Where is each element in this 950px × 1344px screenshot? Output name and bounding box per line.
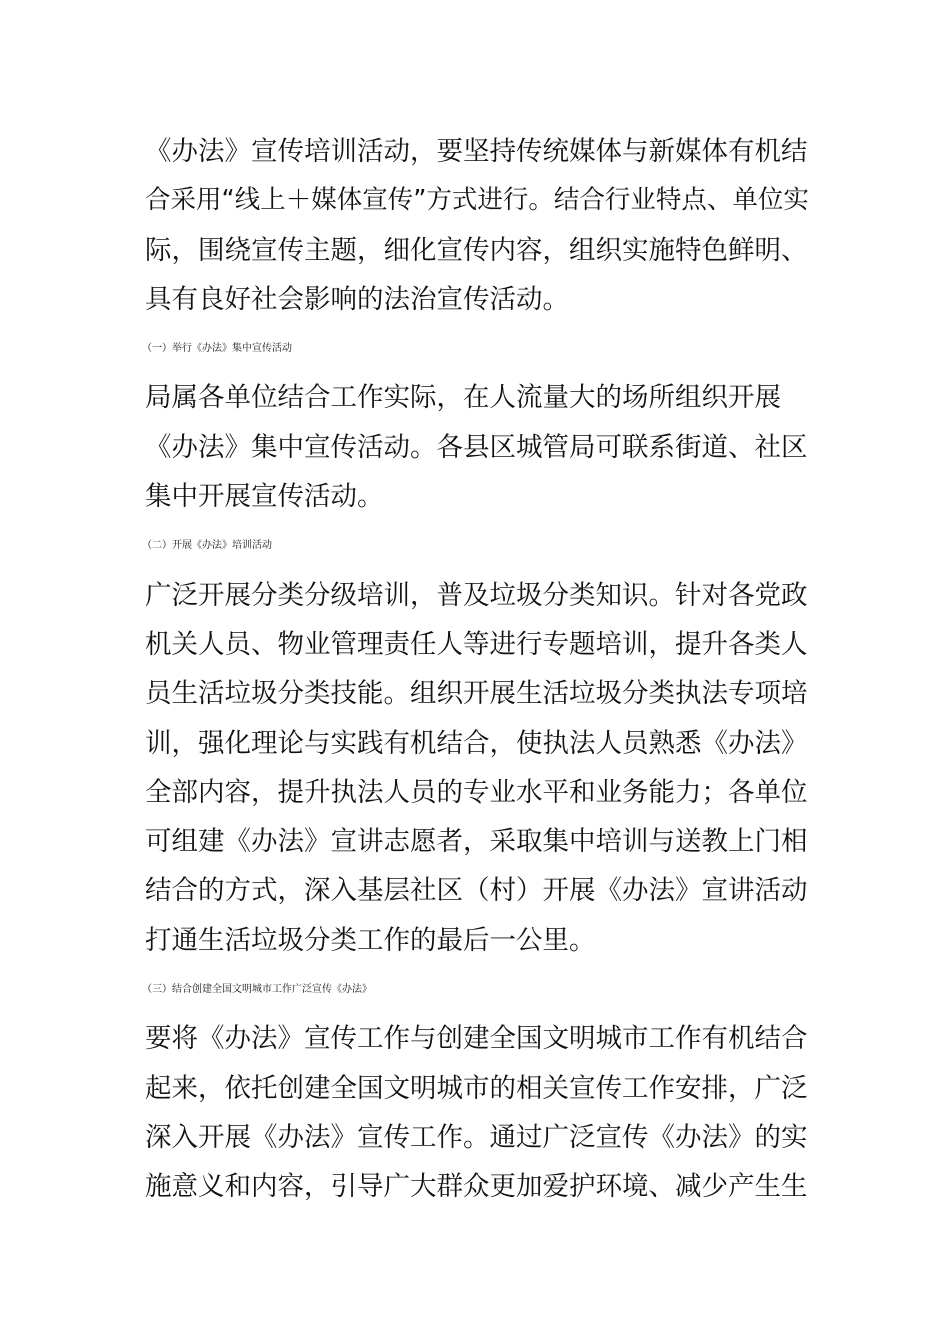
paragraph-line: 打通生活垃圾分类工作的最后一公里。	[145, 924, 596, 956]
paragraph-line: 施意义和内容，引导广大群众更加爱护环境、减少产生生	[145, 1171, 808, 1203]
paragraph-line: 合采用“线上＋媒体宣传”方式进行。结合行业特点、单位实	[145, 185, 809, 216]
paragraph-line: 广泛开展分类分级培训，普及垃圾分类知识。针对各党政	[145, 579, 808, 611]
paragraph-line: 集中开展宣传活动。	[145, 481, 384, 513]
paragraph-line: 深入开展《办法》宣传工作。通过广泛宣传《办法》的实	[145, 1121, 808, 1153]
section-heading-2: （二）开展《办法》培训活动	[142, 540, 272, 552]
section-heading-1: （一）举行《办法》集中宣传活动	[142, 343, 292, 355]
paragraph-line: 可组建《办法》宣讲志愿者，采取集中培训与送教上门相	[145, 826, 808, 858]
paragraph-line: 训，强化理论与实践有机结合，使执法人员熟悉《办法》	[145, 727, 808, 759]
paragraph-line: 要将《办法》宣传工作与创建全国文明城市工作有机结合	[145, 1023, 808, 1055]
paragraph-line: 具有良好社会影响的法治宣传活动。	[145, 283, 569, 315]
paragraph-line: 机关人员、物业管理责任人等进行专题培训，提升各类人	[145, 628, 808, 660]
document-body	[142, 127, 810, 1212]
paragraph-line: 结合的方式，深入基层社区（村）开展《办法》宣讲活动	[145, 875, 808, 907]
paragraph-line: 《办法》集中宣传活动。各县区城管局可联系街道、社区	[145, 431, 808, 463]
paragraph-line: 全部内容，提升执法人员的专业水平和业务能力；各单位	[145, 776, 808, 808]
paragraph-line: 员生活垃圾分类技能。组织开展生活垃圾分类执法专项培	[145, 678, 808, 710]
paragraph-line: 起来，依托创建全国文明城市的相关宣传工作安排，广泛	[145, 1072, 808, 1104]
paragraph-line: 《办法》宣传培训活动，要坚持传统媒体与新媒体有机结	[145, 136, 808, 167]
paragraph-line: 际，围绕宣传主题，细化宣传内容，组织实施特色鲜明、	[145, 234, 808, 266]
section-heading-3: （三）结合创建全国文明城市工作广泛宣传《办法》	[142, 984, 372, 996]
paragraph-line: 局属各单位结合工作实际，在人流量大的场所组织开展	[145, 382, 781, 414]
